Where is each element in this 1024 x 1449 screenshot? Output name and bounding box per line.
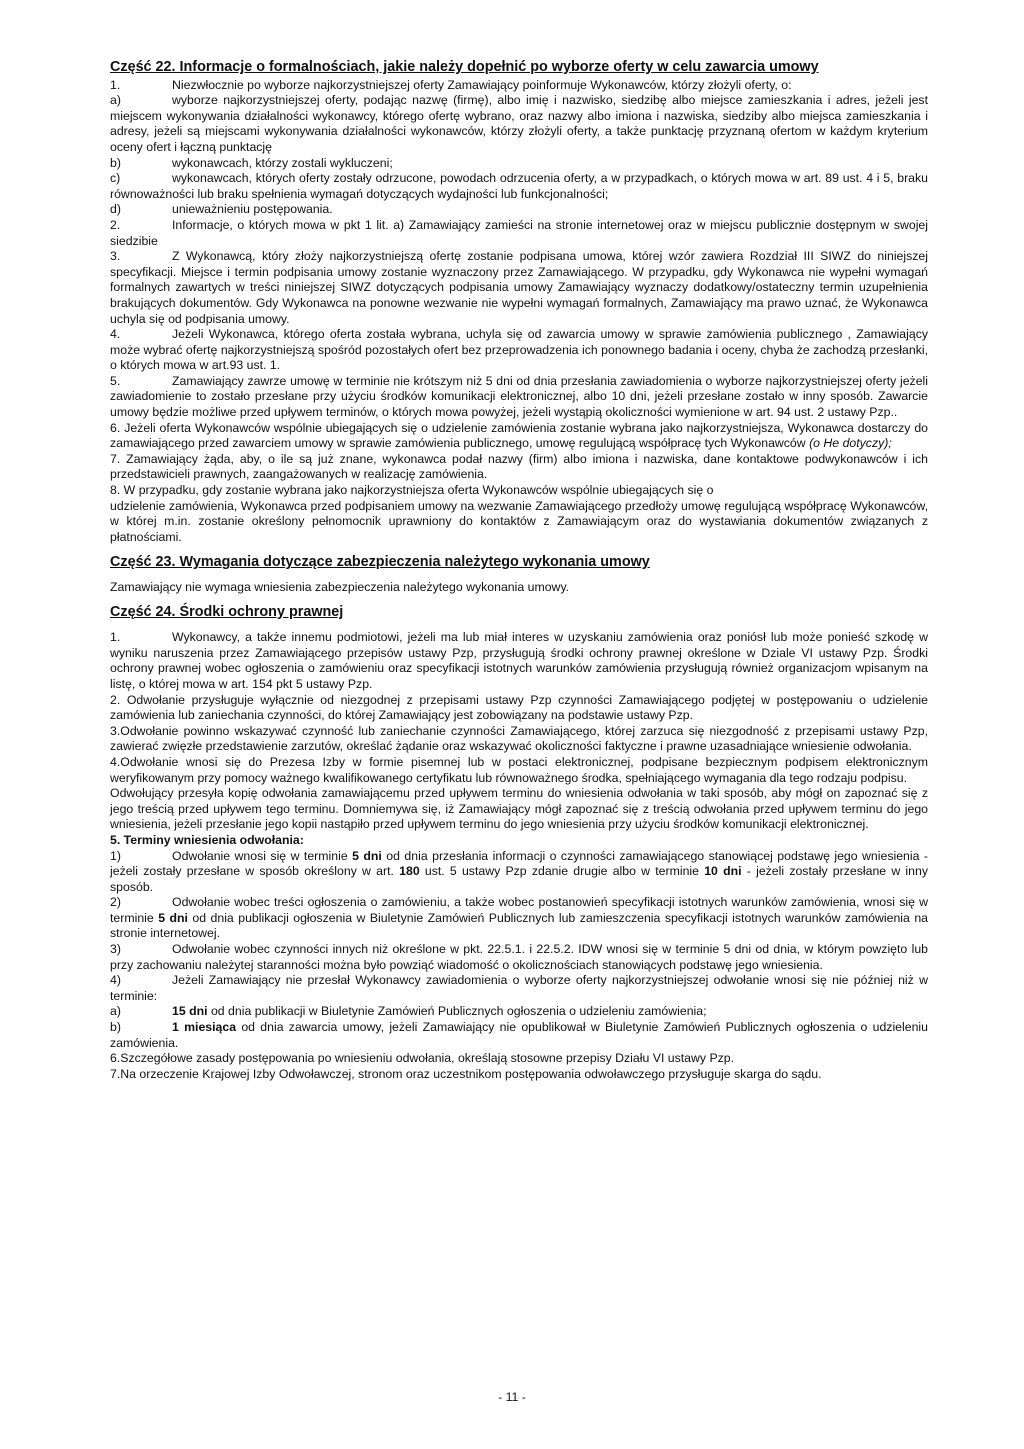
section-23-text: Zamawiający nie wymaga wniesienia zabezpieczenia należytego wykonania umowy. — [110, 580, 570, 594]
item-text: Jeżeli Wykonawca, którego oferta została wybrana, uchyla się od zawarcia umowy w sprawie zamówienia publicznego , Zamawiający może wybrać ofertę najkorzystniejszą spośród pozostałych ofert bez przeprowadzenia ich ponownego badania i oceny, chyba że zachodzą przesłanki, o których mowa w art.93 ust. 1. — [110, 327, 928, 373]
s24-item-5-title: 5. Terminy wniesienia odwołania: — [110, 832, 304, 847]
s22-item-1c — [110, 171, 928, 202]
item-text: unieważnieniu postępowania. — [172, 202, 333, 217]
page-number: - 11 - — [498, 1390, 526, 1404]
item-letter: c) — [110, 171, 121, 186]
section-22-heading: Część 22. Informacje o formalnościach, jakie należy dopełnić po wyborze oferty w celu zawarcia umowy — [110, 59, 819, 75]
item-letter: a) — [110, 1004, 121, 1019]
document-page — [110, 60, 928, 1082]
item-number: 1. — [110, 77, 121, 92]
item-text: wykonawcach, którzy zostali wykluczeni; — [172, 155, 393, 170]
s24-item-2: 2. Odwołanie przysługuje wyłącznie od niezgodnej z przepisami ustawy Pzp czynności Zamawiającego podjętej w postępowaniu o udzielenie zamówienia lub zaniechania czynności, do której Zamawiający jest zobowiązany na podstawie ustawy Pzp. — [110, 692, 928, 723]
item-number: 2) — [110, 895, 121, 910]
term-bold: 10 dni — [704, 864, 742, 879]
item-text: 6. Jeżeli oferta Wykonawców wspólnie ubiegających się o udzielenie zamówienia zostanie wybrana jako najkorzystniejsza, Wykonawca dostarczy do zamawiającego przed zawarciem umowy w sprawie zamówienia publicznego, umowę regulującą współpracę tych Wykonawców — [110, 420, 928, 451]
s22-item-5 — [110, 374, 928, 421]
item-text: Informacje, o których mowa w pkt 1 lit. a) Zamawiający zamieści na stronie internetowej oraz w miejscu publicznie dostępnym w swojej siedzibie — [110, 217, 928, 248]
s24-term-3 — [110, 942, 928, 973]
s22-item-2 — [110, 218, 928, 249]
item-text: Wykonawcy, a także innemu podmiotowi, jeżeli ma lub miał interes w uzyskaniu zamówienia oraz poniósł lub może ponieść szkodę w wyniku naruszenia przez Zamawiającego przepisów ustawy Pzp, przysługują środki ochrony prawnej określone w Dziale VI ustawy Pzp. Środki ochrony prawnej wobec ogłoszenia o zamówieniu oraz specyfikacji istotnych warunków zamówienia przysługują również organizacjom wpisanym na listę, o której mowa w art. 154 pkt 5 ustawy Pzp. — [110, 630, 928, 691]
item-letter: b) — [110, 155, 121, 170]
term-bold: 15 dni — [172, 1004, 208, 1019]
section-23-heading: Część 23. Wymagania dotyczące zabezpieczenia należytego wykonania umowy — [110, 554, 650, 571]
s22-item-1d — [110, 202, 928, 218]
item-number: 3. — [110, 249, 121, 264]
s22-item-6 — [110, 421, 928, 452]
s24-item-7: 7.Na orzeczenie Krajowej Izby Odwoławczej, stronom oraz uczestnikom postępowania odwoławczego przysługuje skarga do sądu. — [110, 1066, 822, 1081]
s22-item-8-line1: 8. W przypadku, gdy zostanie wybrana jako najkorzystniejsza oferta Wykonawców wspólnie ubiegających się o — [110, 483, 714, 498]
item-italic-note: (o He dotyczy); — [809, 436, 892, 451]
item-text: 7. Zamawiający żąda, aby, o ile są już znane, wykonawca podał nazwy (firm) albo imiona i nazwiska, dane kontaktowe podwykonawców i ich przedstawicieli prawnych, zaangażowanych w realizację zamówienia. — [110, 451, 928, 482]
term-text: Odwołanie wobec czynności innych niż określone w pkt. 22.5.1. i 22.5.2. IDW wnosi się w terminie 5 dni od dnia, w którym powzięto lub przy zachowaniu należytej staranności można było powziąć wiadomość o okolicznościach stanowiących podstawę jego wniesienia. — [110, 942, 928, 972]
term-bold: 180 — [399, 864, 420, 879]
item-letter: b) — [110, 1020, 121, 1035]
item-number: 4. — [110, 327, 121, 342]
s24-term-1 — [110, 849, 928, 896]
item-text: Niezwłocznie po wyborze najkorzystniejszej oferty Zamawiający poinformuje Wykonawców, którzy złożyli oferty, o: — [172, 77, 792, 92]
item-number: 1) — [110, 848, 121, 863]
s22-item-1a — [110, 93, 928, 155]
s24-item-3: 3.Odwołanie powinno wskazywać czynność lub zaniechanie czynności Zamawiającego, której zarzuca się niezgodność z przepisami ustawy Pzp, zawierać zwięzłe przedstawienie zarzutów, określać żądanie oraz wskazywać okoliczności faktyczne i prawne uzasadniające wniesienie odwołania. — [110, 723, 928, 754]
item-number: 2. — [110, 217, 121, 232]
term-bold: 1 miesiąca — [172, 1020, 237, 1035]
item-number: 5. — [110, 373, 121, 388]
term-text: Jeżeli Zamawiający nie przesłał Wykonawcy zawiadomienia o wyborze oferty najkorzystniejszej odwołanie wnosi się nie później niż w terminie: — [110, 973, 928, 1003]
s22-item-8-rest: udzielenie zamówienia, Wykonawca przed podpisaniem umowy na wezwanie Zamawiającego przedłoży umowę regulującą współpracę Wykonawców, w której m.in. zostanie określony pełnomocnik uprawniony do kontaktów z Zamawiającym oraz do wystawiania dokumentów związanych z płatnościami. — [110, 498, 928, 544]
s24-term-2 — [110, 895, 928, 942]
section-24-heading: Część 24. Środki ochrony prawnej — [110, 603, 344, 620]
s24-item-1 — [110, 630, 928, 692]
term-text: - jeżeli zostały przesłane w inny sposób. — [110, 864, 928, 894]
s24-term-4 — [110, 973, 928, 1004]
item-text: Z Wykonawcą, który złoży najkorzystniejszą ofertę zostanie podpisana umowa, której wzór zawiera Rozdział III SIWZ do niniejszej specyfikacji. Miejsce i termin podpisania umowy zostanie wyznaczony przez Zamawiającego. W przypadku, gdy Wykonawca nie wypełni wymagań formalnych zawartych w treści niniejszej SIWZ dotyczących podpisania umowy Zamawiający wyznaczy dodatkowy/ostateczny termin uzupełnienia brakujących dokumentów. Gdy Wykonawca na ponowne wezwanie nie wypełni wymagań formalnych, Zamawiający ma prawo uznać, że Wykonawca uchyla się od podpisania umowy. — [110, 249, 928, 326]
item-letter: a) — [110, 93, 121, 108]
s24-item-4b: Odwołujący przesyła kopię odwołania zamawiającemu przed upływem terminu do wniesienia odwołania w taki sposób, aby mógł on zapoznać się z jego treścią przed upływem tego terminu. Domniemywa się, iż Zamawiający mógł zapoznać się z treścią odwołania przed upływem terminu do jego wniesienia, jeżeli przesłanie jego kopii nastąpiło przed upływem terminu do jego wniesienia przy użyciu środków komunikacji elektronicznej. — [110, 786, 928, 832]
term-text: od dnia publikacji w Biuletynie Zamówień Publicznych ogłoszenia o udzieleniu zamówienia; — [207, 1004, 707, 1019]
term-text: od dnia zawarcia umowy, jeżeli Zamawiający nie opublikował w Biuletynie Zamówień Publicznych ogłoszenia o udzieleniu zamówienia. — [110, 1020, 929, 1050]
term-text: ust. 5 ustawy Pzp zdanie drugie albo w terminie — [419, 864, 705, 879]
item-text: wykonawcach, których oferty zostały odrzucone, powodach odrzucenia oferty, a w przypadkach, o których mowa w art. 89 ust. 4 i 5, braku równoważności lub braku spełnienia wymagań dotyczących wydajności lub funkcjonalności; — [110, 171, 928, 201]
term-text: od dnia publikacji ogłoszenia w Biuletynie Zamówień Publicznych lub zamieszczenia specyfikacji istotnych warunków zamówienia na stronie internetowej. — [110, 910, 928, 941]
s24-item-6: 6.Szczegółowe zasady postępowania po wniesieniu odwołania, określają stosowne przepisy Działu VI ustawy Pzp. — [110, 1051, 735, 1066]
s24-term-4a — [110, 1004, 928, 1020]
s22-item-1b — [110, 156, 928, 172]
item-number: 3) — [110, 942, 121, 957]
item-number: 1. — [110, 630, 121, 645]
term-text: Odwołanie wnosi się w terminie — [172, 848, 353, 863]
s22-item-3 — [110, 249, 928, 327]
s22-item-4 — [110, 327, 928, 374]
item-text: wyborze najkorzystniejszej oferty, podając nazwę (firmę), albo imię i nazwisko, siedzibę albo miejsce zamieszkania i adres, jeżeli jest miejscem wykonywania działalności wykonawcy, którego ofertę wybrano, oraz nazwy albo imiona i nazwiska, siedziby albo miejsca zamieszkania i adresy, jeżeli są miejscami wykonywania działalności wykonawców, którzy złożyli oferty, a także punktację przyznaną ofertom w każdym kryterium oceny ofert i łączną punktację — [110, 93, 928, 154]
s24-term-4b — [110, 1020, 928, 1051]
s24-item-4: 4.Odwołanie wnosi się do Prezesa Izby w formie pisemnej lub w postaci elektronicznej, podpisane bezpiecznym podpisem elektronicznym weryfikowanym przy pomocy ważnego kwalifikowanego certyfikatu lub równoważnego środka, spełniającego wymagania dla tego rodzaju podpisu. — [110, 754, 928, 785]
s22-item-1 — [110, 78, 928, 94]
term-bold: 5 dni — [158, 910, 188, 925]
item-letter: d) — [110, 202, 121, 217]
term-text: od dnia przesłania informacji o czynności zamawiającego stanowiącej podstawę jego wniesienia - jeżeli zostały przesłane w sposób określony w art. — [110, 848, 929, 879]
item-number: 4) — [110, 973, 121, 988]
s22-item-7 — [110, 452, 928, 483]
item-text: Zamawiający zawrze umowę w terminie nie krótszym niż 5 dni od dnia przesłania zawiadomienia o wyborze najkorzystniejszej oferty jeżeli zawiadomienie to zostało przesłane przy użyciu środków komunikacji elektronicznej, albo 10 dni, jeżeli przesłane zostało w inny sposób. Zawarcie umowy będzie możliwe przed upływem terminów, o których mowa powyżej, jeżeli wystąpią okoliczności wymienione w art. 94 ust. 2 ustawy Pzp.. — [110, 373, 928, 420]
term-bold: 5 dni — [352, 848, 382, 863]
term-text: Odwołanie wobec treści ogłoszenia o zamówieniu, a także wobec postanowień specyfikacji istotnych warunków zamówienia, wnosi się w terminie — [110, 895, 928, 925]
